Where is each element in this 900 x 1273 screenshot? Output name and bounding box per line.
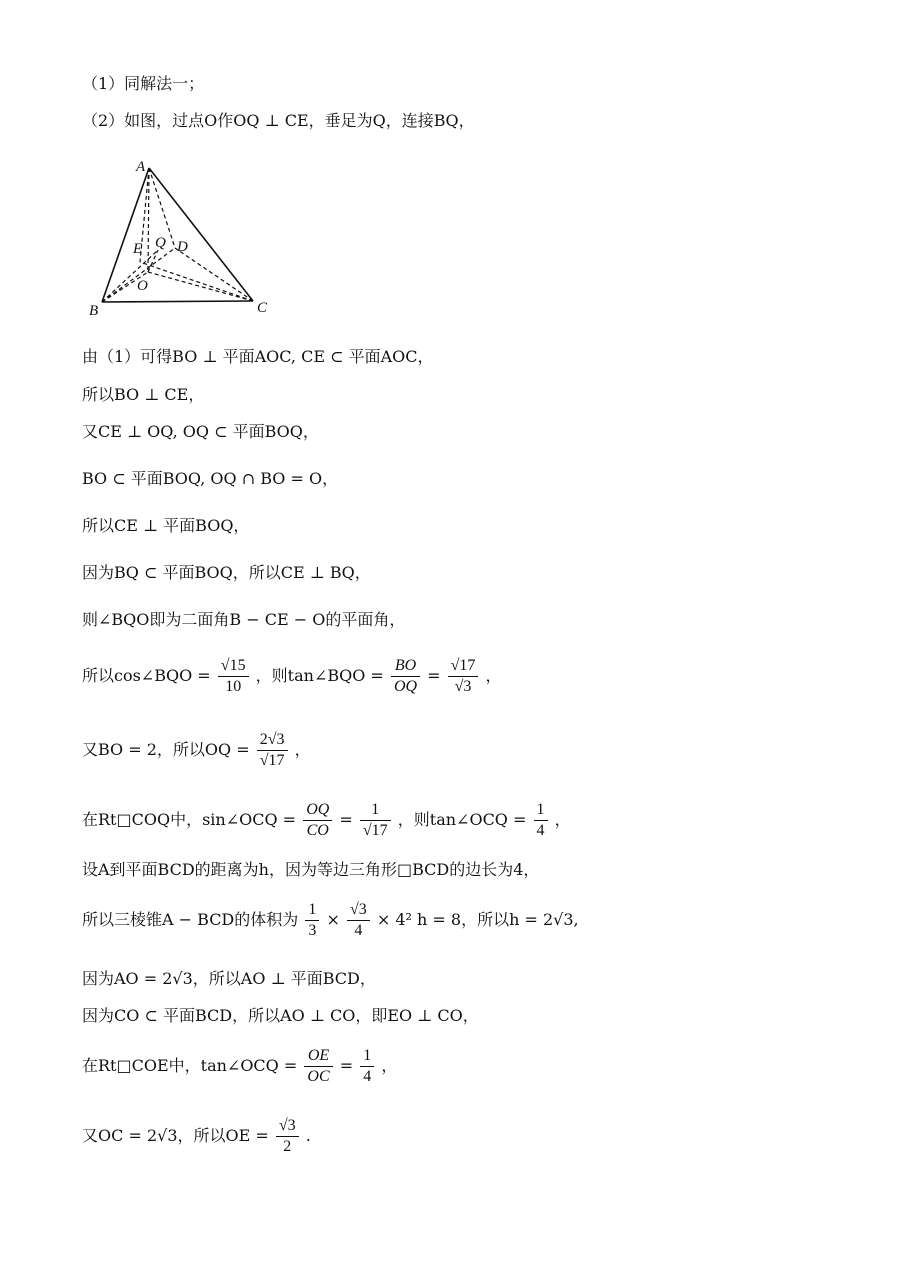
line-5: 又CE ⊥ OQ, OQ ⊂ 平面BOQ， [82, 422, 319, 441]
edge-OQ [148, 250, 158, 272]
line-10: 所以cos∠BQO = $\frac{√15}{10}$ ，则tan∠BQO = $\frac{BO}{OQ}$ = $\frac{√17}{√3}$ ， [82, 657, 502, 695]
line-8: 因为BQ ⊂ 平面BOQ，所以CE ⊥ BQ， [82, 563, 371, 582]
line-15: 因为AO = 2√3，所以AO ⊥ 平面BCD， [82, 969, 376, 988]
edge-CE [140, 262, 253, 301]
label-E: E [133, 241, 143, 257]
line-18: 又OC = 2√3，所以OE = $\frac{√3}{2}$ . [82, 1117, 311, 1155]
line-4: 所以BO ⊥ CE， [82, 385, 205, 404]
label-B: B [89, 303, 99, 319]
label-C: C [257, 300, 268, 316]
line-11: 又BO = 2，所以OQ = $\frac{2√3}{√17}$ ， [82, 731, 311, 769]
edge-CD [175, 248, 253, 301]
line-6: BO ⊂ 平面BOQ, OQ ∩ BO = O， [82, 469, 339, 488]
edge-AO [148, 168, 149, 272]
line-3: 由（1）可得BO ⊥ 平面AOC, CE ⊂ 平面AOC， [82, 347, 434, 366]
label-A: A [136, 159, 146, 175]
label-O: O [137, 278, 148, 294]
tetrahedron-figure [86, 156, 286, 324]
line-14: 所以三棱锥A − BCD的体积为 $\frac{1}{3}$ × $\frac{√3}{4}$ × 4² h = 8，所以h = 2√3, [82, 901, 579, 939]
label-Q: Q [155, 235, 166, 251]
label-D: D [177, 239, 188, 255]
edge-BC [102, 301, 253, 302]
line-2: （2）如图，过点O作OQ ⊥ CE，垂足为Q，连接BQ， [82, 111, 475, 130]
line-12: 在Rt□COQ中，sin∠OCQ = $\frac{OQ}{CO}$ = $\frac{1}{√17}$ ，则tan∠OCQ = $\frac{1}{4}$ ， [82, 801, 571, 839]
edge-CO [148, 272, 253, 301]
line-9: 则∠BQO即为二面角B − CE − O的平面角， [82, 610, 406, 629]
line-17: 在Rt□COE中，tan∠OCQ = $\frac{OE}{OC}$ = $\frac{1}{4}$ ， [82, 1047, 398, 1085]
line-13: 设A到平面BCD的距离为h，因为等边三角形□BCD的边长为4， [82, 860, 540, 879]
line-7: 所以CE ⊥ 平面BOQ， [82, 516, 250, 535]
line-1: （1）同解法一； [82, 74, 205, 93]
line-16: 因为CO ⊂ 平面BCD，所以AO ⊥ CO，即EO ⊥ CO， [82, 1006, 479, 1025]
